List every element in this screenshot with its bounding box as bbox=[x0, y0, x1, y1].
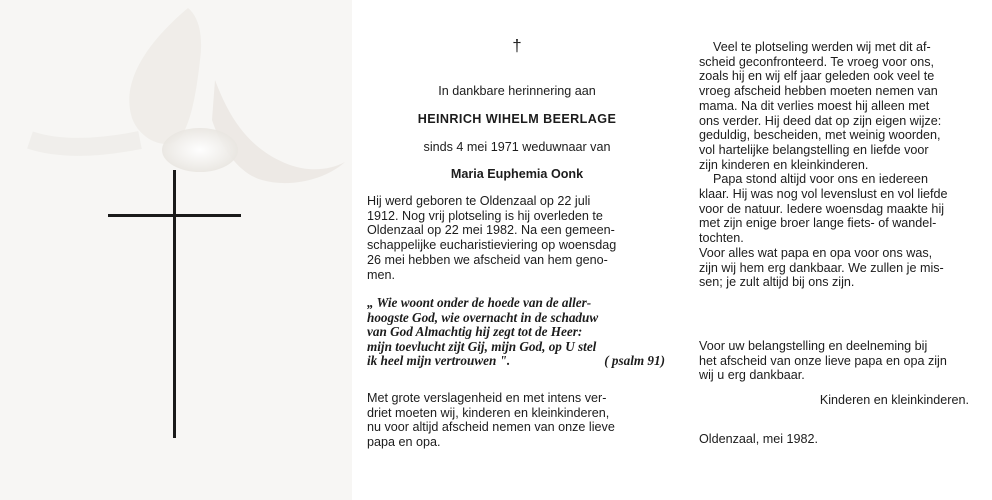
memory-line: scheid geconfronteerd. Te vroeg voor ons, bbox=[699, 54, 934, 69]
bio-line: Hij werd geboren te Oldenzaal op 22 juli bbox=[367, 194, 591, 208]
memory-line: met zijn enige broer lange fiets- of wandel- bbox=[699, 216, 937, 231]
thanks-line: Voor uw belangstelling en deelneming bij bbox=[699, 339, 928, 353]
memory-line: voor de natuur. Iedere woensdag maakte hij bbox=[699, 201, 945, 216]
gratitude-line: sen; je zult altijd bij ons zijn. bbox=[699, 275, 855, 290]
closing-line: driet moeten wij, kinderen en kleinkinderen, bbox=[367, 405, 610, 420]
thanks-paragraph bbox=[699, 339, 969, 383]
spouse-name: Maria Euphemia Oonk bbox=[450, 167, 584, 181]
quote-line: hoogste God, wie overnacht in de schaduw bbox=[367, 309, 599, 325]
right-panel bbox=[682, 0, 992, 500]
closing-paragraph bbox=[367, 391, 665, 450]
place-date: Oldenzaal, mei 1982. bbox=[699, 432, 819, 446]
gratitude-line: Voor alles wat papa en opa voor ons was, bbox=[699, 246, 933, 260]
memory-line: Papa stond altijd voor ons en iedereen bbox=[713, 172, 928, 187]
middle-panel bbox=[352, 0, 682, 500]
quote-line: „ Wie woont onder de hoede van de aller- bbox=[367, 295, 592, 310]
widower-line: sinds 4 mei 1971 weduwnaar van bbox=[423, 140, 611, 154]
quote-line: ik heel mijn vertrouwen ". bbox=[367, 353, 511, 369]
image-panel bbox=[0, 0, 352, 500]
bio-paragraph bbox=[367, 194, 665, 282]
dagger-icon: † bbox=[512, 36, 522, 55]
thanks-line: het afscheid van onze lieve papa en opa zijn bbox=[699, 353, 947, 368]
bio-line: schappelijke eucharistieviering op woensdag bbox=[367, 238, 617, 253]
cross-icon-bar bbox=[108, 214, 241, 217]
memory-line: vroeg afscheid hebben moeten nemen van bbox=[699, 84, 938, 99]
gratitude-line: zijn wij hem erg dankbaar. We zullen je mis- bbox=[699, 260, 944, 275]
bio-line: 26 mei hebben we afscheid van hem geno- bbox=[367, 252, 608, 267]
memory-line: vol hartelijke belangstelling en liefde voor bbox=[699, 142, 929, 157]
bio-line: 1912. Nog vrij plotseling is hij overleden te bbox=[367, 208, 603, 223]
intro-line: In dankbare herinnering aan bbox=[438, 84, 596, 98]
quote-line: mijn toevlucht zijt Gij, mijn God, op U stel bbox=[367, 338, 597, 354]
deceased-name: HEINRICH WIHELM BEERLAGE bbox=[417, 112, 617, 126]
bio-line: men. bbox=[367, 267, 395, 282]
cross-icon bbox=[173, 170, 176, 438]
memory-line: mama. Na dit verlies moest hij alleen met bbox=[699, 98, 930, 113]
dove-image bbox=[0, 0, 352, 500]
closing-line: papa en opa. bbox=[367, 435, 441, 450]
memory-line: zijn kinderen en kleinkinderen. bbox=[699, 157, 869, 172]
memory-line: geduldig, bescheiden, met weinig woorden, bbox=[699, 128, 941, 143]
psalm-reference: ( psalm 91) bbox=[604, 353, 665, 369]
signature: Kinderen en kleinkinderen. bbox=[819, 393, 969, 407]
psalm-quote bbox=[367, 296, 665, 369]
memory-line: klaar. Hij was nog vol levenslust en vol liefde bbox=[699, 187, 948, 202]
closing-line: nu voor altijd afscheid nemen van onze lieve bbox=[367, 420, 615, 435]
memory-line: zoals hij en wij elf jaar geleden ook veel te bbox=[699, 69, 935, 84]
quote-line: van God Almachtig hij zegt tot de Heer: bbox=[367, 324, 583, 340]
bio-line: Oldenzaal op 22 mei 1982. Na een gemeen- bbox=[367, 223, 615, 238]
memory-line: Veel te plotseling werden wij met dit af- bbox=[713, 40, 931, 54]
thanks-line: wij u erg dankbaar. bbox=[699, 368, 805, 383]
memory-line: ons verder. Hij deed dat op zijn eigen wijze: bbox=[699, 113, 942, 128]
closing-line: Met grote verslagenheid en met intens ver- bbox=[367, 391, 607, 405]
memory-line: tochten. bbox=[699, 231, 744, 246]
memory-paragraph bbox=[699, 40, 969, 246]
gratitude-paragraph bbox=[699, 246, 969, 290]
